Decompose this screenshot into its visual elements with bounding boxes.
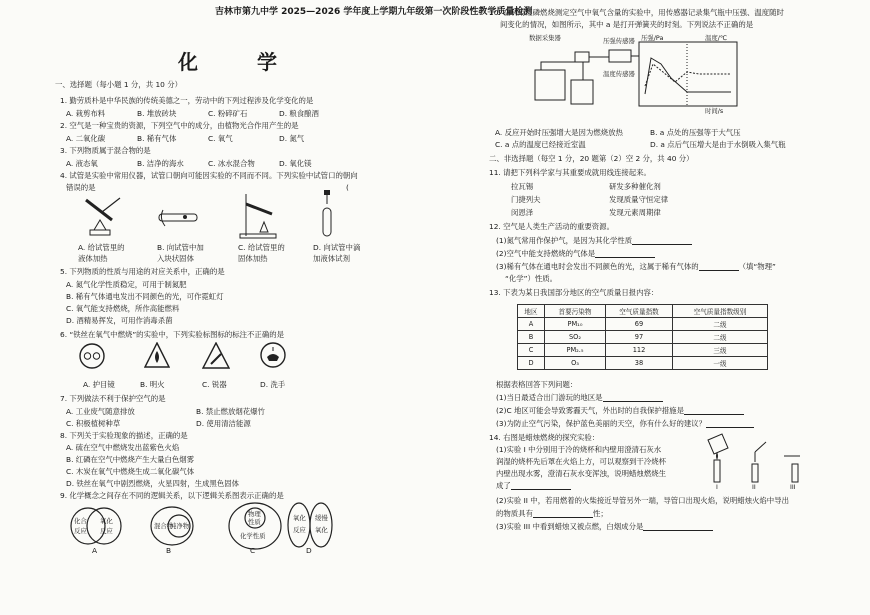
q4-option-a-cont: 液体加热 <box>78 254 108 263</box>
cell: PM₁₀ <box>545 318 606 331</box>
fig-data-collector-label: 数据采集器 <box>529 34 561 42</box>
q9b-text-2: 纯净物 <box>170 522 190 530</box>
section-2-heading: 二、非选择题（每空 1 分，20 题第（2）空 2 分，共 40 分） <box>489 154 694 163</box>
q11-scientist-1: 拉瓦锡 <box>511 182 534 191</box>
q1-option-a: A. 栽剪布料 <box>66 109 106 118</box>
q1-option-d: D. 粮食酿酒 <box>279 109 319 118</box>
q12-line-3-cont: “化学”）性质。 <box>505 274 558 283</box>
fig-pressure-axis-label: 压强/Pa <box>641 34 664 42</box>
cell: 38 <box>606 357 673 370</box>
q4-stem: 4. 试管是实验中常用仪器，试管口朝向可能因实验的不同而不同。下列实验中试管口的朝向 <box>60 171 358 180</box>
q1-option-b: B. 堆放砖块 <box>137 109 177 118</box>
th-aqi: 空气质量指数 <box>606 305 673 318</box>
q13-stem: 13. 下表为某日我国部分地区的空气质量日报内容： <box>489 288 659 297</box>
q3-stem: 3. 下列物质属于混合物的是 <box>60 146 151 155</box>
q1-option-c: C. 粉碎矿石 <box>208 109 248 118</box>
q3-option-d: D. 氧化镁 <box>279 159 312 168</box>
q10-stem-cont: 间变化的情况，如图所示，其中 a 是打开弹簧夹的时刻。下列说法不正确的是 <box>500 20 754 29</box>
q14-fig-label-1: I <box>716 483 718 491</box>
q4-option-d-cont: 加液体试剂 <box>313 254 350 263</box>
q5-option-d: D. 酒精易挥发，可用作消毒杀菌 <box>66 316 173 325</box>
cell: 69 <box>606 318 673 331</box>
fig-time-axis-label: 时间/s <box>705 107 724 115</box>
q14-stem: 14. 右图是蜡烛燃烧的探究实验： <box>489 433 600 442</box>
q4-figure-c <box>238 192 288 240</box>
q14-line-2: 润湿的烧杯先后罩在火焰上方，可以观察到干冷烧杯 <box>496 457 666 466</box>
q14-line-6-text: 的物质具有 <box>496 509 533 518</box>
q14-line-7-text: (3)实验 III 中看到蜡烛又被点燃，白烟成分是 <box>496 522 644 531</box>
q12-line-2-text: (2)空气中能支持燃烧的气体是 <box>496 249 596 258</box>
section-1-heading: 一、选择题（每小题 1 分，共 10 分） <box>55 80 182 89</box>
q14-line-5: (2)实验 II 中，若用燃着的火柴接近导管另外一端，导管口出现火焰，说明蜡烛火焰中导出 <box>496 496 789 505</box>
fig-temp-axis-label: 温度/℃ <box>705 34 728 42</box>
cell: 三级 <box>673 344 768 357</box>
q6-option-a: A. 护目镜 <box>83 380 115 389</box>
q9-diagram-d <box>286 500 334 550</box>
q4-figure-d <box>313 190 343 240</box>
q10-option-b: B. a 点处的压强等于大气压 <box>650 128 741 137</box>
table-row <box>518 331 768 344</box>
q9d-text-2: 反应 <box>293 526 306 534</box>
q12-line-2 <box>496 249 655 258</box>
cell: B <box>518 331 545 344</box>
table-header-row <box>518 305 768 318</box>
fig-pressure-sensor-label: 压强传感器 <box>603 37 635 45</box>
cell: 一级 <box>673 357 768 370</box>
q9c-text-3: 化学性质 <box>240 532 266 540</box>
flame-icon <box>144 342 170 370</box>
q9-stem: 9. 化学概念之间存在不同的逻辑关系，以下逻辑关系图表示正确的是 <box>60 491 284 500</box>
q1-stem: 1. 勤劳质朴是中华民族的传统美德之一，劳动中的下列过程涉及化学变化的是 <box>60 96 314 105</box>
q6-option-d: D. 洗手 <box>260 380 286 389</box>
q14-fig-label-3: III <box>790 483 796 491</box>
q13-line-2-text: (2)C 地区可能会导致雾霾天气，外出时的自我保护措施是 <box>496 406 684 415</box>
q9a-text-1: 化合 <box>74 517 87 525</box>
q8-option-a: A. 硫在空气中燃烧发出蓝紫色火焰 <box>66 443 180 452</box>
q13-line-3 <box>496 419 754 428</box>
q14-line-6-suffix: 性； <box>592 509 608 518</box>
q5-option-a: A. 氮气化学性质稳定，可用于制氮肥 <box>66 280 187 289</box>
table-row <box>518 318 768 331</box>
q14-blank-1[interactable] <box>511 481 571 490</box>
q14-line-3: 内壁出现水雾，澄清石灰水变浑浊，说明蜡烛燃烧生 <box>496 469 666 478</box>
q8-option-d: D. 铁丝在氧气中剧烈燃烧，火星四射，生成黑色固体 <box>66 479 239 488</box>
q9c-text-1: 物理 <box>248 510 261 518</box>
q10-option-a: A. 反应开始时压强增大是因为燃烧放热 <box>495 128 623 137</box>
th-pollutant: 首要污染物 <box>545 305 606 318</box>
q4-option-c: C. 给试管里的 <box>238 243 285 252</box>
q5-stem: 5. 下列物质的性质与用途的对应关系中，正确的是 <box>60 267 225 276</box>
q12-stem: 12. 空气是人类生产活动的重要资源。 <box>489 222 614 231</box>
cell: C <box>518 344 545 357</box>
q14-line-6 <box>496 509 608 518</box>
q9-label-c: C <box>250 546 256 555</box>
q2-option-b: B. 稀有气体 <box>137 134 177 143</box>
q4-figure-a <box>80 194 130 239</box>
q10-option-d: D. a 点后气压增大是由于水倒吸入集气瓶 <box>650 140 786 149</box>
q3-option-c: C. 冰水混合物 <box>208 159 255 168</box>
q13-blank-1[interactable] <box>603 393 663 402</box>
q9d-text-1: 氧化 <box>293 514 306 522</box>
q8-option-c: C. 木炭在氧气中燃烧生成二氧化碳气体 <box>66 467 195 476</box>
q14-fig-label-2: II <box>752 483 756 491</box>
goggles-icon <box>79 343 105 369</box>
subject-title: 化 学 <box>178 50 303 74</box>
cell: D <box>518 357 545 370</box>
sharp-object-icon <box>202 342 230 370</box>
q12-line-3 <box>496 262 776 271</box>
table-row <box>518 357 768 370</box>
th-region: 地区 <box>518 305 545 318</box>
q5-option-b: B. 稀有气体通电发出不同颜色的光，可作霓虹灯 <box>66 292 224 301</box>
q14-line-4-text: 成了 <box>496 481 511 490</box>
q14-candle-figure <box>704 432 814 492</box>
q13-question-intro: 根据表格回答下列问题： <box>496 380 578 389</box>
q2-option-d: D. 氮气 <box>279 134 305 143</box>
q9-label-a: A <box>92 546 98 555</box>
cell: PM₂.₅ <box>545 344 606 357</box>
q12-blank-2[interactable] <box>595 249 655 258</box>
q4-figure-b <box>155 200 205 235</box>
q13-line-2 <box>496 406 744 415</box>
q4-option-b-cont: 入块状固体 <box>157 254 194 263</box>
exam-title: 吉林市第九中学 2025—2026 学年度上学期九年级第一次阶段性教学质量检测 <box>215 7 533 17</box>
q4-option-d: D. 向试管中滴 <box>313 243 361 252</box>
q9-label-b: B <box>166 546 172 555</box>
q9a-text-2: 氧化 <box>100 517 113 525</box>
q7-option-d: D. 使用清洁能源 <box>196 419 251 428</box>
cell: O₃ <box>545 357 606 370</box>
q11-scientist-2: 门捷列夫 <box>511 195 541 204</box>
q8-option-b: B. 红磷在空气中燃烧产生大量白色烟雾 <box>66 455 195 464</box>
th-aqi-level: 空气质量指数级别 <box>673 305 768 318</box>
q12-blank-1[interactable] <box>632 236 692 245</box>
q13-line-1-text: (1)当日最适合出门游玩的地区是 <box>496 393 603 402</box>
q11-achievement-2: 发现质量守恒定律 <box>609 195 669 204</box>
q3-option-a: A. 液态氧 <box>66 159 98 168</box>
q9-label-d: D <box>306 546 312 555</box>
q9d-text-4: 氧化 <box>315 526 328 534</box>
cell: 97 <box>606 331 673 344</box>
cell: 112 <box>606 344 673 357</box>
q8-stem: 8. 下列关于实验现象的描述，正确的是 <box>60 431 188 440</box>
q9d-text-3: 缓慢 <box>315 514 328 522</box>
cell: A <box>518 318 545 331</box>
q9b-text-1: 混合物 <box>154 522 174 530</box>
cell: SO₂ <box>545 331 606 344</box>
q14-line-4 <box>496 481 571 490</box>
fig-temp-sensor-label: 温度传感器 <box>603 70 635 78</box>
q13-line-3-text: (3)为防止空气污染，保护蓝色美丽的天空，你有什么好的建议？ <box>496 419 707 428</box>
table-row <box>518 344 768 357</box>
q12-line-3-text-b: （填“物理” <box>738 262 776 271</box>
q10-option-c: C. a 点的温度已经接近室温 <box>495 140 586 149</box>
q11-achievement-3: 发现元素周期律 <box>609 208 661 217</box>
q14-blank-3[interactable] <box>643 522 713 531</box>
q2-stem: 2. 空气是一种宝贵的资源，下列空气中的成分，由植物光合作用产生的是 <box>60 121 299 130</box>
q12-line-3-text: (3)稀有气体在通电时会发出不同颜色的光，这属于稀有气体的 <box>496 262 699 271</box>
q14-line-1: (1)实验 I 中分别用于冷的烧杯和内壁用澄清石灰水 <box>496 445 662 454</box>
q6-option-b: B. 明火 <box>140 380 165 389</box>
q7-option-b: B. 禁止燃放烟花爆竹 <box>196 407 265 416</box>
cell: 二级 <box>673 318 768 331</box>
wash-hands-icon <box>260 342 286 368</box>
q4-option-a: A. 给试管里的 <box>78 243 125 252</box>
q4-stem-cont: 错误的是 <box>66 183 96 192</box>
q6-option-c: C. 锐器 <box>202 380 227 389</box>
q7-option-a: A. 工业废气随意排放 <box>66 407 135 416</box>
q7-stem: 7. 下列做法不利于保护空气的是 <box>60 394 166 403</box>
q4-option-b: B. 向试管中加 <box>157 243 204 252</box>
q3-option-b: B. 洁净的海水 <box>137 159 184 168</box>
q10-apparatus-figure <box>527 34 742 116</box>
q12-line-1 <box>496 236 692 245</box>
q13-blank-3[interactable] <box>706 419 754 428</box>
q11-achievement-1: 研发多种催化剂 <box>609 182 661 191</box>
q2-option-a: A. 二氧化碳 <box>66 134 106 143</box>
q9c-text-2: 性质 <box>248 518 261 526</box>
q9a-text-3: 反应 <box>74 527 87 535</box>
q2-option-c: C. 氧气 <box>208 134 233 143</box>
q5-option-c: C. 氧气能支持燃烧，所作高能燃料 <box>66 304 180 313</box>
q9-diagram-c <box>228 502 282 550</box>
q13-blank-2[interactable] <box>684 406 744 415</box>
air-quality-table <box>517 304 768 370</box>
q14-blank-2[interactable] <box>533 509 593 518</box>
q7-option-c: C. 积极植树种草 <box>66 419 121 428</box>
q13-line-1 <box>496 393 663 402</box>
q9-diagram-b <box>150 506 194 546</box>
cell: 二级 <box>673 331 768 344</box>
q14-line-7 <box>496 522 713 531</box>
q6-stem: 6. “铁丝在氧气中燃烧”的实验中，下列实验标图标的标注不正确的是 <box>60 330 284 339</box>
q9-diagram-a <box>70 506 122 546</box>
q11-stem: 11. 请把下列科学家与其重要成就用线连接起来。 <box>489 168 651 177</box>
q10-stem: 10. 在利用红磷燃烧测定空气中氧气含量的实验中，用传感器记录集气瓶中压强、温度随时 <box>489 8 784 17</box>
q12-line-1-text: (1)氮气常用作保护气，是因为其化学性质 <box>496 236 633 245</box>
q9a-text-4: 反应 <box>100 527 113 535</box>
q11-scientist-3: 闵恩泽 <box>511 208 534 217</box>
q4-option-c-cont: 固体加热 <box>238 254 268 263</box>
q4-answer-paren: ( <box>346 183 349 192</box>
q12-blank-3[interactable] <box>699 262 739 271</box>
